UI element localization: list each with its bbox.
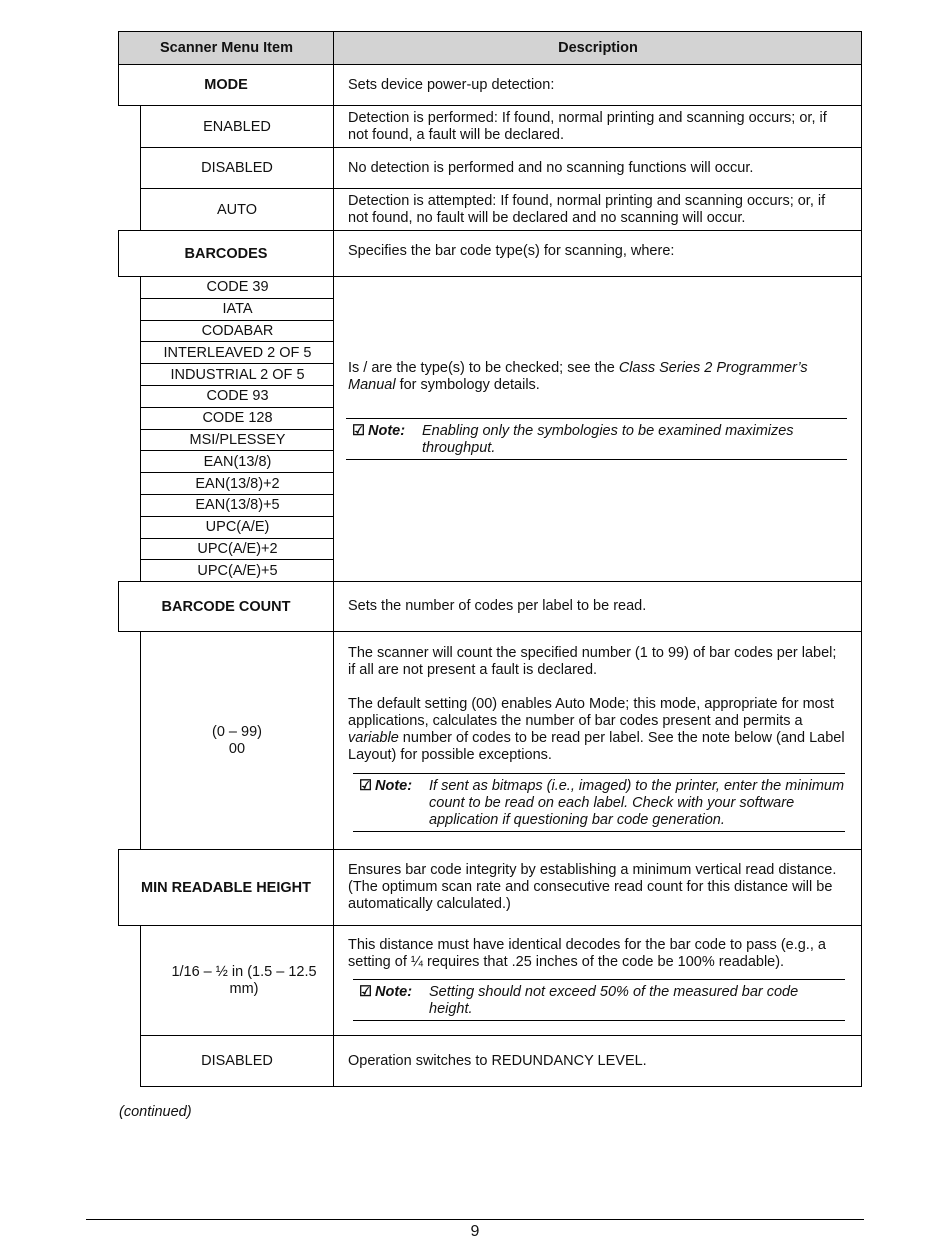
barcode-type-item: CODE 39: [141, 277, 334, 299]
mode-enabled-desc: Detection is performed: If found, normal printing and scanning occurs; or, if not found, a fault will be declared.: [348, 109, 827, 143]
page-number: 9: [470, 1223, 480, 1240]
barcodes-label: BARCODES: [184, 245, 268, 262]
barcode-count-note: [353, 773, 845, 832]
min-height-desc: Ensures bar code integrity by establishing a minimum vertical read distance. (The optimum scan rate and consecutive read count for this distance will be automatically calculated.): [348, 862, 837, 912]
min-height-note: [353, 979, 845, 1021]
barcode-type-item: EAN(13/8)+2: [141, 473, 334, 495]
barcode-type-item: INTERLEAVED 2 OF 5: [141, 342, 334, 364]
min-height-disabled-desc: Operation switches to REDUNDANCY LEVEL.: [348, 1052, 647, 1069]
barcode-type-item: UPC(A/E): [141, 517, 334, 539]
mode-disabled-desc: No detection is performed and no scanning functions will occur.: [348, 159, 754, 176]
footer-rule: [86, 1219, 864, 1220]
min-height-disabled-label: DISABLED: [201, 1053, 273, 1069]
barcode-count-label: BARCODE COUNT: [161, 598, 291, 615]
mode-auto-label: AUTO: [216, 201, 258, 218]
mode-enabled-label: ENABLED: [203, 118, 271, 135]
barcode-count-range: (0 – 99) 00: [212, 723, 262, 757]
barcode-type-item: UPC(A/E)+5: [197, 563, 278, 580]
barcode-type-item: CODE 128: [141, 408, 334, 430]
barcode-types-desc: Is / are the type(s) to be checked; see the Class Series 2 Programmer’s Manual for symbology details. ☑ Note: Enabling only the symbologies to be examined maximizes throughput.: [334, 360, 861, 480]
mode-label: MODE: [204, 77, 248, 93]
barcodes-desc: Specifies the bar code type(s) for scanning, where:: [348, 242, 675, 259]
mode-auto-desc: Detection is attempted: If found, normal printing and scanning occurs; or, if not found, no fault will be declared and no scanning will occur.: [348, 192, 826, 226]
note-text: If sent as bitmaps (i.e., imaged) to the printer, enter the minimum count to be read on each label. Check with your software application if questioning bar code generation.: [429, 778, 845, 828]
barcode-type-item: EAN(13/8)+5: [141, 495, 334, 517]
barcodes-note: [346, 418, 847, 460]
checkbox-icon: ☑: [359, 778, 372, 794]
checkbox-icon: ☑: [359, 984, 372, 1000]
header-scanner-menu-item: Scanner Menu Item: [119, 32, 334, 64]
note-label: Note:: [375, 778, 413, 794]
checkbox-icon: ☑: [352, 423, 365, 439]
barcode-type-item: CODABAR: [141, 321, 334, 343]
header-description: Description: [335, 32, 861, 64]
barcode-type-item: IATA: [141, 299, 334, 321]
note-text: Setting should not exceed 50% of the measured bar code height.: [429, 984, 799, 1017]
note-text: Enabling only the symbologies to be examined maximizes throughput.: [422, 423, 794, 456]
continued-note: (continued): [119, 1104, 192, 1120]
mode-disabled-label: DISABLED: [201, 160, 273, 176]
min-height-range-desc: This distance must have identical decodes for the bar code to pass (e.g., a setting of ¼ requires that .25 inches of the code be 100% readable). ☑ Note: Setting should not exceed 50% of the measured bar code height.: [334, 937, 861, 1027]
min-height-range-label: 1/16 – ½ in (1.5 – 12.5 mm): [171, 963, 317, 997]
barcode-count-desc: Sets the number of codes per label to be read.: [348, 598, 647, 614]
barcode-type-item: INDUSTRIAL 2 OF 5: [141, 364, 334, 386]
barcode-type-item: UPC(A/E)+2: [141, 539, 334, 561]
barcode-type-item: EAN(13/8): [141, 451, 334, 473]
barcode-type-item: CODE 93: [141, 386, 334, 408]
note-label: Note:: [375, 984, 413, 1000]
mode-desc: Sets device power-up detection:: [348, 76, 555, 93]
barcode-type-item: MSI/PLESSEY: [141, 430, 334, 452]
note-label: Note:: [368, 423, 406, 439]
min-height-label: MIN READABLE HEIGHT: [141, 879, 311, 896]
barcode-count-range-desc: The scanner will count the specified number (1 to 99) of bar codes per label; if all are not present a fault is declared. The default setting (00) enables Auto Mode; this mode, appropriate for most applications, calculates the number of bar codes present and permits a variable number of codes to be read per label. See the note below (and Label Layout) for possible exceptions. ☑ Note: If sent as bitmaps (i.e., imaged) to the printer, enter the minimum count to be read on each label. Check with your software application if questioning bar code generation.: [334, 645, 861, 835]
